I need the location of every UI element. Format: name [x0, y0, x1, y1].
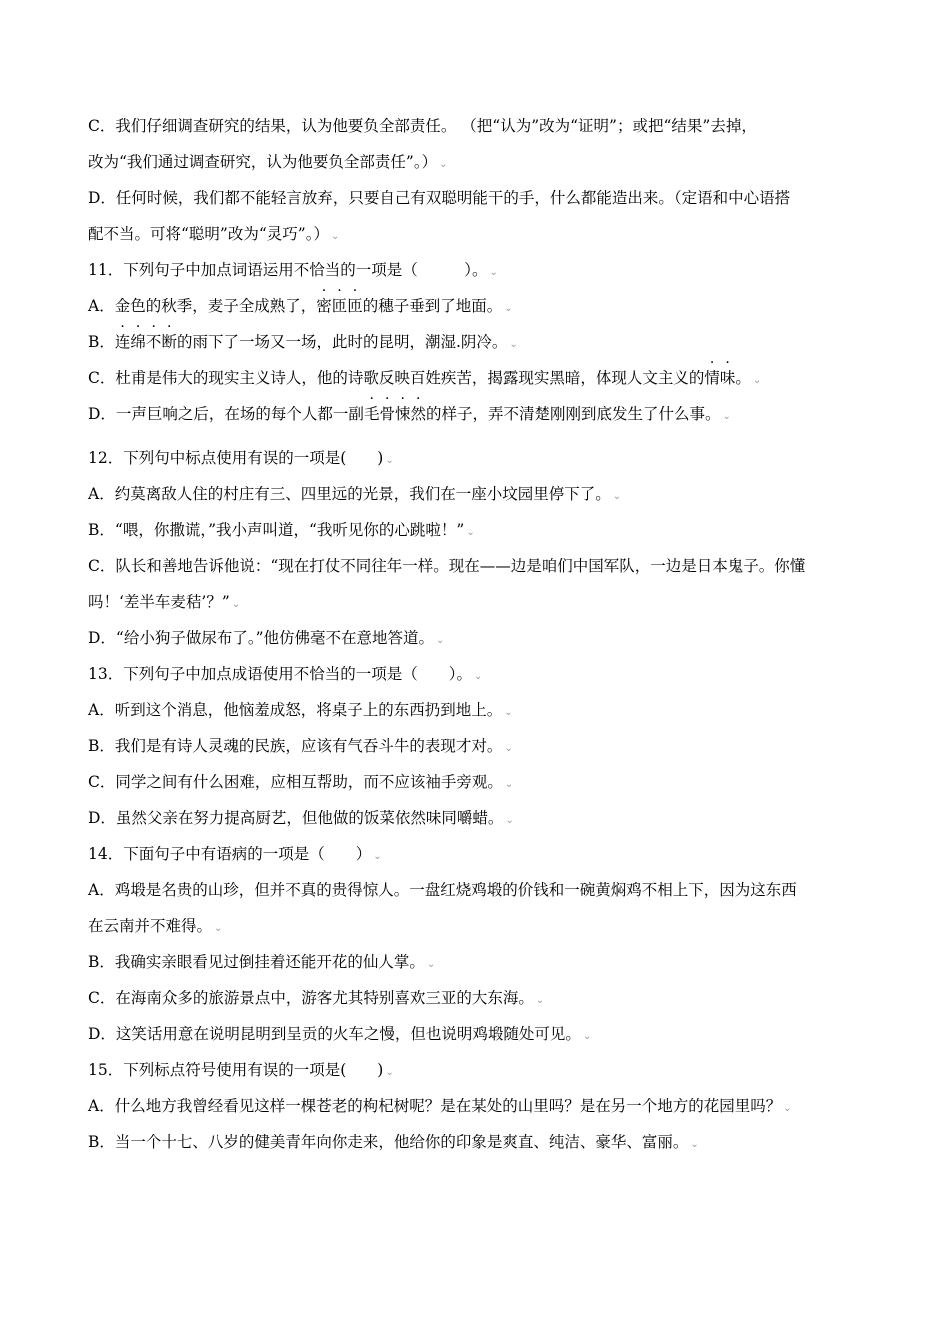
paragraph-mark: ⌄ [612, 491, 622, 502]
text-line: D．任何时候，我们都不能轻言放弃，只要自己有双聪明能干的手，什么都能造出来。（定语和中心语搭 [88, 189, 791, 207]
option-line: A．听到这个消息，他恼羞成怒，将桌子上的东西扔到地上。 ⌄ [88, 701, 513, 719]
emphasis-dot-char: 匝 [347, 297, 363, 315]
paragraph-mark: ⌄ [426, 959, 436, 970]
paragraph-mark: ⌄ [439, 159, 448, 170]
paragraph-mark: ⌄ [214, 923, 223, 934]
option-line: A．金色的秋季，麦子全成熟了，密匝匝的穗子垂到了地面。 ⌄ [88, 297, 513, 315]
paragraph-mark: ⌄ [509, 339, 518, 350]
paragraph-mark: ⌄ [231, 599, 241, 610]
emphasis-dot-char: 绵 [130, 333, 146, 351]
emphasis-dot-char: 密 [316, 297, 332, 315]
dotted-term [316, 297, 363, 315]
emphasis-dot-char: 断 [161, 333, 177, 351]
paragraph-mark: ⌄ [582, 1031, 592, 1042]
option-line: D．一声巨响之后，在场的每个人都一副毛骨悚然的样子，弄不清楚刚刚到底发生了什么事。 ⌄ [88, 405, 731, 423]
paragraph-mark: ⌄ [535, 995, 545, 1006]
dotted-term [364, 405, 426, 423]
text-line: C．我们仔细调查研究的结果，认为他要负全部责任。 （把“认为”改为“证明”；或把“结果”去掉， [88, 117, 757, 135]
paragraph-mark: ⌄ [504, 707, 513, 718]
paragraph-mark: ⌄ [690, 1139, 699, 1150]
option-line: B．我们是有诗人灵魂的民族，应该有气吞斗牛的表现才对。 ⌄ [88, 737, 513, 755]
paragraph-mark: ⌄ [504, 743, 513, 754]
text-line: 吗！‘差半车麦秸’？” ⌄ [88, 593, 241, 611]
option-line: D．虽然父亲在努力提高厨艺，但他做的饭菜依然味同嚼蜡。 ⌄ [88, 809, 514, 827]
emphasis-dot-char: 匝 [331, 297, 348, 315]
emphasis-dot-char: 然 [410, 405, 426, 423]
paragraph-mark: ⌄ [385, 455, 394, 466]
question-11-stem: 11．下列句子中加点词语运用不恰当的一项是（ ）。 ⌄ [88, 261, 498, 279]
emphasis-dot-char: 毛 [363, 405, 380, 423]
paragraph-mark: ⌄ [489, 267, 498, 278]
question-12-stem: 12．下列句中标点使用有误的一项是( ) ⌄ [88, 449, 394, 467]
paragraph-mark: ⌄ [504, 303, 513, 314]
paragraph-mark: ⌄ [722, 411, 731, 422]
text-line: 配不当。可将“聪明”改为“灵巧”。） ⌄ [88, 225, 340, 243]
paragraph-mark: ⌄ [752, 375, 762, 386]
question-13-stem: 13．下列句子中加点成语使用不恰当的一项是（ ）。 ⌄ [88, 665, 483, 683]
option-line: B．我确实亲眼看见过倒挂着还能开花的仙人掌。 ⌄ [88, 953, 436, 971]
option-line: C．在海南众多的旅游景点中，游客尤其特别喜欢三亚的大东海。 ⌄ [88, 989, 545, 1007]
paragraph-mark: ⌄ [783, 1103, 792, 1114]
option-line: C．队长和善地告诉他说：“现在打仗不同往年一样。现在——边是咱们中国军队，一边是日本鬼子。你懂 [88, 557, 806, 575]
paragraph-mark: ⌄ [436, 635, 445, 646]
paragraph-mark: ⌄ [505, 815, 514, 826]
dotted-term [704, 369, 735, 387]
emphasis-dot-char: 连 [114, 333, 131, 351]
option-line: B．连绵不断的雨下了一场又一场，此时的昆明，潮湿.阴冷。 ⌄ [88, 333, 518, 351]
question-15-stem: 15．下列标点符号使用有误的一项是( ) ⌄ [88, 1061, 394, 1079]
emphasis-dot-char: 情 [704, 369, 720, 387]
option-line: C．同学之间有什么困难，应相互帮助，而不应该袖手旁观。 ⌄ [88, 773, 514, 791]
emphasis-dot-char: 骨 [379, 405, 395, 423]
paragraph-mark: ⌄ [473, 671, 483, 682]
option-line: C．杜甫是伟大的现实主义诗人，他的诗歌反映百姓疾苦，揭露现实黑暗，体现人文主义的情味。 ⌄ [88, 369, 762, 387]
option-line: A．鸡塅是名贵的山珍，但并不真的贵得惊人。一盘红烧鸡塅的价钱和一碗黄焖鸡不相上下，因为这东西 [88, 881, 797, 899]
option-line: B．“喂，你撒谎，”我小声叫道，“我听见你的心跳啦！” ⌄ [88, 521, 475, 539]
paragraph-mark: ⌄ [385, 1067, 394, 1078]
option-line: A．什么地方我曾经看见这样一棵苍老的枸杞树呢？是在某处的山里吗？是在另一个地方的花园里吗？ ⌄ [88, 1097, 792, 1115]
emphasis-dot-char: 不 [145, 333, 162, 351]
paragraph-mark: ⌄ [373, 851, 382, 862]
text-line: 改为“我们通过调查研究，认为他要负全部责任”。） ⌄ [88, 153, 448, 171]
text-line: 在云南并不难得。 ⌄ [88, 917, 223, 935]
paragraph-mark: ⌄ [466, 527, 475, 538]
emphasis-dot-char: 悚 [394, 405, 411, 423]
option-line: D．这笑话用意在说明昆明到呈贡的火车之慢，但也说明鸡塅随处可见。 ⌄ [88, 1025, 592, 1043]
option-line: B．当一个十七、八岁的健美青年向你走来，他给你的印象是爽直、纯洁、豪华、富丽。 ⌄ [88, 1133, 699, 1151]
option-line: D．“给小狗子做尿布了。”他仿佛毫不在意地答道。 ⌄ [88, 629, 445, 647]
emphasis-dot-char: 味 [719, 369, 736, 387]
paragraph-mark: ⌄ [504, 779, 514, 790]
paragraph-mark: ⌄ [330, 231, 340, 242]
question-14-stem: 14．下面句子中有语病的一项是（ ） ⌄ [88, 845, 382, 863]
dotted-term [115, 333, 177, 351]
option-line: A．约莫离敌人住的村庄有三、四里远的光景，我们在一座小坟园里停下了。 ⌄ [88, 485, 622, 503]
